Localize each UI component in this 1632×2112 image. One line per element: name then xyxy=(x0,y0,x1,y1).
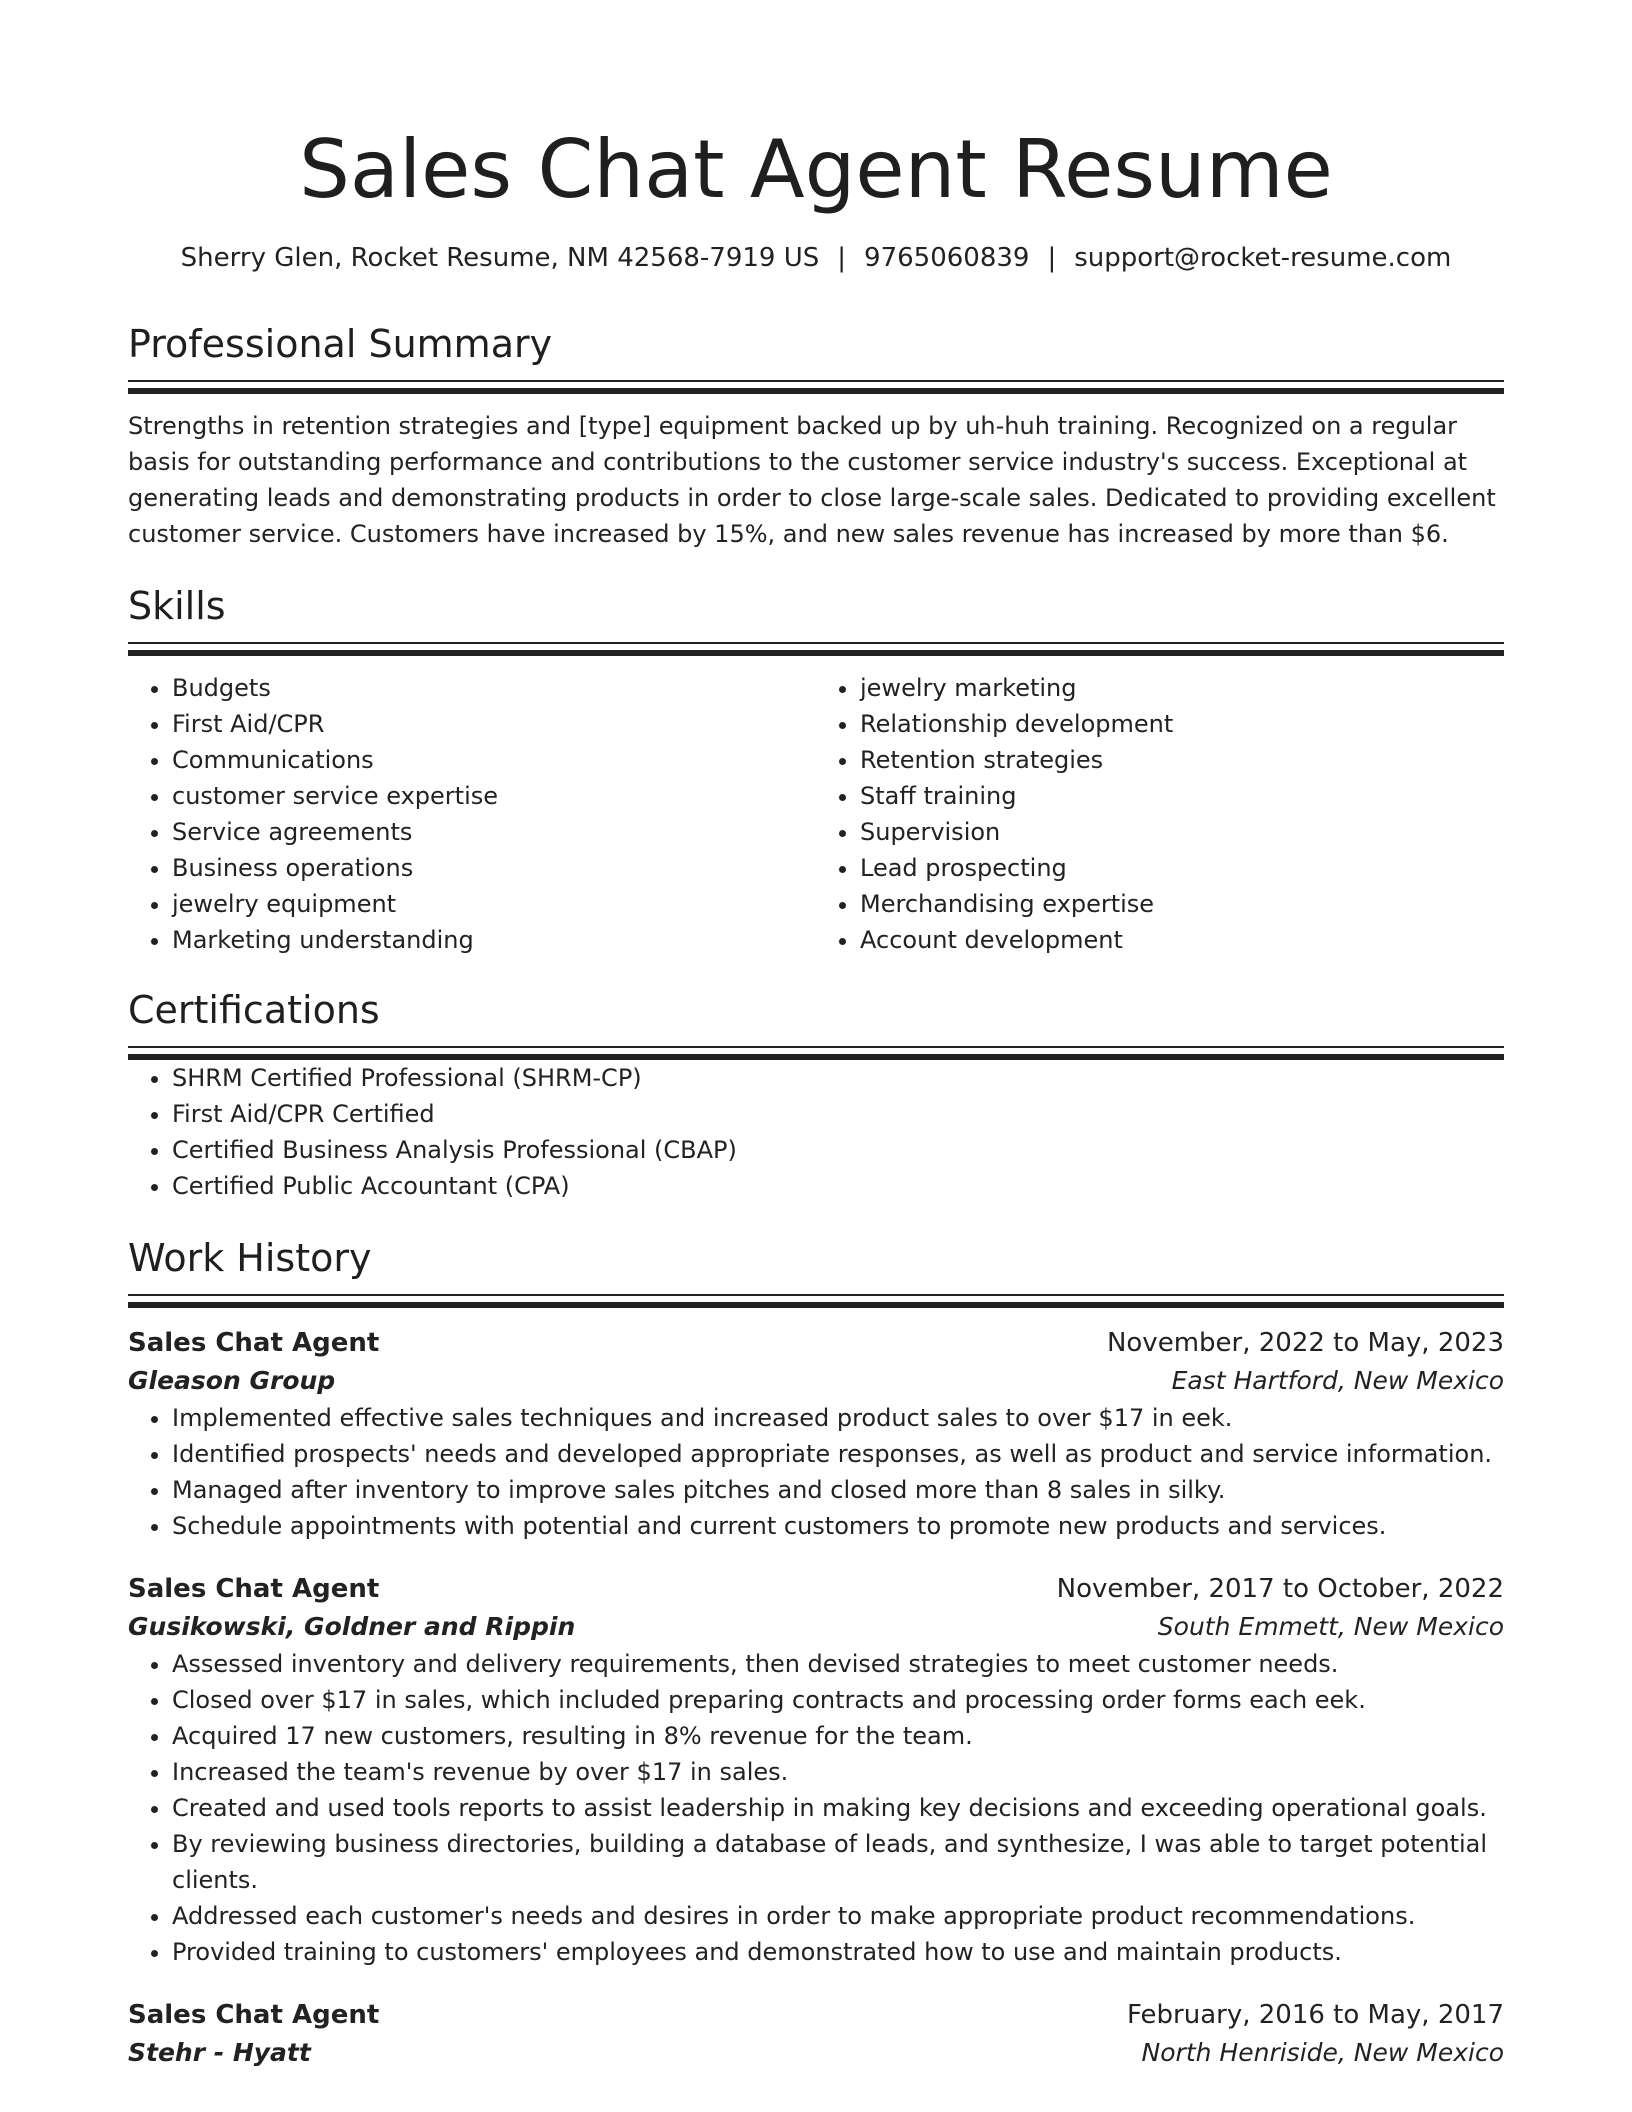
skill-item: • jewelry equipment xyxy=(172,886,816,922)
skills-list-left xyxy=(128,670,816,958)
skill-item: • jewelry marketing xyxy=(860,670,1504,706)
job-company: Gusikowski, Goldner and Rippin xyxy=(128,1612,576,1641)
job-bullet: • Identified prospects' needs and developed appropriate responses, as well as product and service information. xyxy=(172,1436,1504,1472)
job-bullet: • Acquired 17 new customers, resulting in 8% revenue for the team. xyxy=(172,1718,1504,1754)
job-header-row xyxy=(128,1570,1504,1608)
skill-item: • Communications xyxy=(172,742,816,778)
job-bullet: • Managed after inventory to improve sales pitches and closed more than 8 sales in silky. xyxy=(172,1472,1504,1508)
contact-separator: | xyxy=(837,243,847,273)
job-company-row xyxy=(128,2034,1504,2072)
skill-item: • Business operations xyxy=(172,850,816,886)
professional-summary-section xyxy=(128,320,1504,552)
job-entry xyxy=(128,1324,1504,1544)
skill-item: • Staff training xyxy=(860,778,1504,814)
skill-item: • First Aid/CPR xyxy=(172,706,816,742)
section-divider xyxy=(128,1294,1504,1308)
certification-item: • Certified Public Accountant (CPA) xyxy=(172,1168,1504,1204)
job-location: South Emmett, New Mexico xyxy=(1157,1612,1504,1641)
job-dates: November, 2017 to October, 2022 xyxy=(1056,1574,1504,1604)
certification-item: • First Aid/CPR Certified xyxy=(172,1096,1504,1132)
certification-item: • SHRM Certified Professional (SHRM-CP) xyxy=(172,1060,1504,1096)
section-divider xyxy=(128,1046,1504,1060)
job-bullet: • Addressed each customer's needs and desires in order to make appropriate product recommendations. xyxy=(172,1898,1504,1934)
job-title: Sales Chat Agent xyxy=(128,1574,380,1604)
skill-item: • Retention strategies xyxy=(860,742,1504,778)
job-bullet: • Provided training to customers' employees and demonstrated how to use and maintain products. xyxy=(172,1934,1504,1970)
certification-item: • Certified Business Analysis Professional (CBAP) xyxy=(172,1132,1504,1168)
skills-section xyxy=(128,582,1504,958)
job-header-row xyxy=(128,1996,1504,2034)
section-heading-certifications: Certifications xyxy=(128,988,380,1032)
summary-text: Strengths in retention strategies and [type] equipment backed up by uh-huh training. Recognized on a regular basis for outstanding performance and contributions to the customer service industry's success. Exceptional at generating leads and demonstrating products in order to close large-scale sales. Dedicated to providing excellent customer service. Customers have increased by 15%, and new sales revenue has increased by more than $6. xyxy=(128,412,1496,548)
job-company-row xyxy=(128,1362,1504,1400)
contact-address: Sherry Glen, Rocket Resume, NM 42568-7919 US xyxy=(180,243,820,273)
job-bullet: • Schedule appointments with potential and current customers to promote new products and services. xyxy=(172,1508,1504,1544)
job-header-row xyxy=(128,1324,1504,1362)
section-divider xyxy=(128,380,1504,394)
skill-item: • Lead prospecting xyxy=(860,850,1504,886)
skill-item: • Relationship development xyxy=(860,706,1504,742)
section-divider xyxy=(128,642,1504,656)
job-company: Gleason Group xyxy=(128,1366,336,1395)
section-heading-summary: Professional Summary xyxy=(128,322,553,366)
skill-item: • Supervision xyxy=(860,814,1504,850)
contact-phone: 9765060839 xyxy=(864,243,1030,273)
job-bullet-list xyxy=(128,1400,1504,1544)
skill-item: • Merchandising expertise xyxy=(860,886,1504,922)
section-heading-skills: Skills xyxy=(128,584,226,628)
job-bullet: • Assessed inventory and delivery requirements, then devised strategies to meet customer needs. xyxy=(172,1646,1504,1682)
job-company-row xyxy=(128,1608,1504,1646)
job-dates: February, 2016 to May, 2017 xyxy=(1127,2000,1504,2030)
skill-item: • Service agreements xyxy=(172,814,816,850)
skills-grid xyxy=(128,670,1504,958)
job-entry xyxy=(128,1570,1504,1970)
contact-email: support@rocket-resume.com xyxy=(1074,243,1452,273)
work-history-section xyxy=(128,1234,1504,2072)
job-location: North Henriside, New Mexico xyxy=(1141,2038,1504,2067)
job-title: Sales Chat Agent xyxy=(128,1328,380,1358)
certifications-section xyxy=(128,986,1504,1204)
job-company: Stehr - Hyatt xyxy=(128,2038,311,2067)
skills-list-right xyxy=(816,670,1504,958)
job-bullet: • Increased the team's revenue by over $17 in sales. xyxy=(172,1754,1504,1790)
job-location: East Hartford, New Mexico xyxy=(1171,1366,1504,1395)
certifications-list xyxy=(128,1060,1504,1204)
page-title: Sales Chat Agent Resume xyxy=(299,123,1333,216)
job-bullet: • Implemented effective sales techniques and increased product sales to over $17 in eek. xyxy=(172,1400,1504,1436)
job-dates: November, 2022 to May, 2023 xyxy=(1106,1328,1504,1358)
job-bullet-list xyxy=(128,1646,1504,1970)
skill-item: • Marketing understanding xyxy=(172,922,816,958)
section-heading-work-history: Work History xyxy=(128,1236,372,1280)
job-title: Sales Chat Agent xyxy=(128,2000,380,2030)
job-bullet: • Created and used tools reports to assist leadership in making key decisions and exceeding operational goals. xyxy=(172,1790,1504,1826)
contact-line xyxy=(128,240,1504,276)
skill-item: • Account development xyxy=(860,922,1504,958)
job-bullet: • Closed over $17 in sales, which included preparing contracts and processing order forms each eek. xyxy=(172,1682,1504,1718)
job-bullet: • By reviewing business directories, building a database of leads, and synthesize, I was able to target potential clients. xyxy=(172,1826,1504,1898)
job-entry xyxy=(128,1996,1504,2072)
contact-separator: | xyxy=(1047,243,1057,273)
skill-item: • Budgets xyxy=(172,670,816,706)
skill-item: • customer service expertise xyxy=(172,778,816,814)
